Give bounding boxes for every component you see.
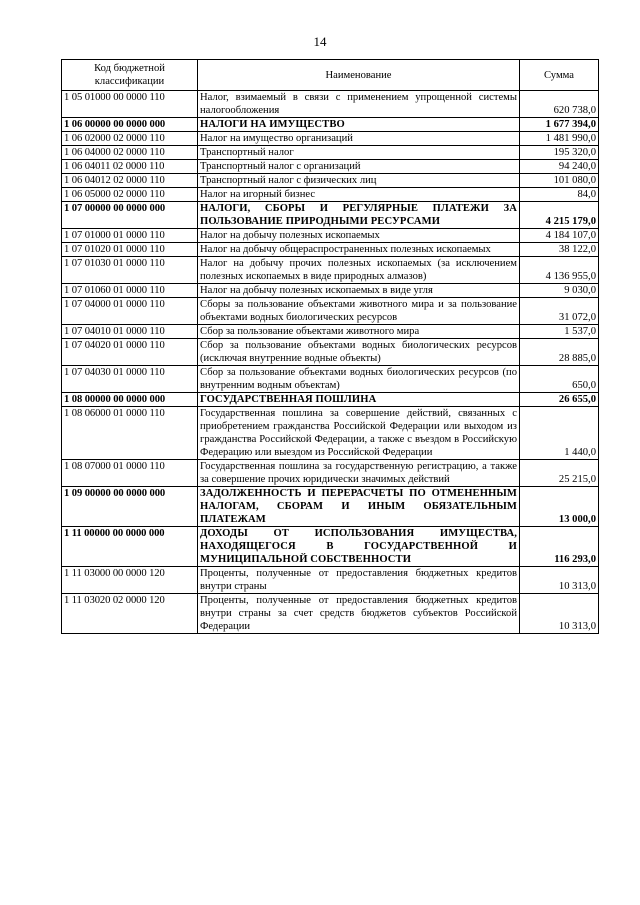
row-sum: 31 072,0 xyxy=(520,298,599,325)
row-sum: 10 313,0 xyxy=(520,567,599,594)
table-row xyxy=(62,339,599,366)
row-name: Транспортный налог с организаций xyxy=(198,160,520,174)
row-code: 1 06 02000 02 0000 110 xyxy=(62,132,198,146)
row-sum: 1 481 990,0 xyxy=(520,132,599,146)
row-name: ЗАДОЛЖЕННОСТЬ И ПЕРЕРАСЧЕТЫ ПО ОТМЕНЕННЫМ НАЛОГАМ, СБОРАМ И ИНЫМ ОБЯЗАТЕЛЬНЫМ ПЛАТЕЖАМ xyxy=(198,487,520,527)
table-row xyxy=(62,366,599,393)
row-sum: 84,0 xyxy=(520,188,599,202)
row-name: Налог на имущество организаций xyxy=(198,132,520,146)
row-name: НАЛОГИ НА ИМУЩЕСТВО xyxy=(198,118,520,132)
row-code: 1 08 06000 01 0000 110 xyxy=(62,407,198,460)
row-sum: 28 885,0 xyxy=(520,339,599,366)
row-name: Государственная пошлина за государственную регистрацию, а также за совершение прочих юридически значимых действий xyxy=(198,460,520,487)
row-sum: 9 030,0 xyxy=(520,284,599,298)
row-sum: 94 240,0 xyxy=(520,160,599,174)
row-sum: 4 215 179,0 xyxy=(520,202,599,229)
table-row xyxy=(62,567,599,594)
row-name: Проценты, полученные от предоставления бюджетных кредитов внутри страны за счет средств бюджетов субъектов Российской Федерации xyxy=(198,594,520,634)
table-row xyxy=(62,257,599,284)
row-sum: 620 738,0 xyxy=(520,91,599,118)
row-code: 1 11 03020 02 0000 120 xyxy=(62,594,198,634)
row-code: 1 06 05000 02 0000 110 xyxy=(62,188,198,202)
row-name: Налог на добычу прочих полезных ископаемых (за исключением полезных ископаемых в виде природных алмазов) xyxy=(198,257,520,284)
row-sum: 1 440,0 xyxy=(520,407,599,460)
table-row xyxy=(62,325,599,339)
table-row xyxy=(62,594,599,634)
table-row xyxy=(62,243,599,257)
table-row xyxy=(62,527,599,567)
row-name: НАЛОГИ, СБОРЫ И РЕГУЛЯРНЫЕ ПЛАТЕЖИ ЗА ПОЛЬЗОВАНИЕ ПРИРОДНЫМИ РЕСУРСАМИ xyxy=(198,202,520,229)
row-code: 1 06 04000 02 0000 110 xyxy=(62,146,198,160)
row-code: 1 07 01020 01 0000 110 xyxy=(62,243,198,257)
row-name: Сбор за пользование объектами животного мира xyxy=(198,325,520,339)
row-code: 1 07 04010 01 0000 110 xyxy=(62,325,198,339)
table-body xyxy=(62,91,599,634)
row-sum: 116 293,0 xyxy=(520,527,599,567)
row-name: Налог на добычу общераспространенных полезных ископаемых xyxy=(198,243,520,257)
row-name: Государственная пошлина за совершение действий, связанных с приобретением гражданства Российской Федерации или выходом из гражданства Российской Федерации, а также с въездом в Российскую Федерацию или выездом из Российской Федерации xyxy=(198,407,520,460)
row-sum: 1 677 394,0 xyxy=(520,118,599,132)
row-code: 1 06 04011 02 0000 110 xyxy=(62,160,198,174)
row-name: Налог, взимаемый в связи с применением упрощенной системы налогообложения xyxy=(198,91,520,118)
table-row xyxy=(62,393,599,407)
header-name: Наименование xyxy=(198,60,520,91)
table-row xyxy=(62,174,599,188)
row-code: 1 07 04000 01 0000 110 xyxy=(62,298,198,325)
table-row xyxy=(62,407,599,460)
table-row xyxy=(62,118,599,132)
row-sum: 4 136 955,0 xyxy=(520,257,599,284)
row-sum: 101 080,0 xyxy=(520,174,599,188)
row-sum: 26 655,0 xyxy=(520,393,599,407)
table-row xyxy=(62,487,599,527)
table-row xyxy=(62,460,599,487)
table-row xyxy=(62,91,599,118)
table-row xyxy=(62,188,599,202)
row-name: ДОХОДЫ ОТ ИСПОЛЬЗОВАНИЯ ИМУЩЕСТВА, НАХОДЯЩЕГОСЯ В ГОСУДАРСТВЕННОЙ И МУНИЦИПАЛЬНОЙ СОБСТВЕННОСТИ xyxy=(198,527,520,567)
row-sum: 1 537,0 xyxy=(520,325,599,339)
row-code: 1 07 01060 01 0000 110 xyxy=(62,284,198,298)
row-code: 1 05 01000 00 0000 110 xyxy=(62,91,198,118)
row-name: Налог на добычу полезных ископаемых xyxy=(198,229,520,243)
row-name: Проценты, полученные от предоставления бюджетных кредитов внутри страны xyxy=(198,567,520,594)
table-row xyxy=(62,160,599,174)
row-sum: 650,0 xyxy=(520,366,599,393)
row-sum: 4 184 107,0 xyxy=(520,229,599,243)
header-sum: Сумма xyxy=(520,60,599,91)
table-row xyxy=(62,202,599,229)
row-sum: 195 320,0 xyxy=(520,146,599,160)
row-code: 1 06 04012 02 0000 110 xyxy=(62,174,198,188)
row-code: 1 11 00000 00 0000 000 xyxy=(62,527,198,567)
row-name: Налог на добычу полезных ископаемых в виде угля xyxy=(198,284,520,298)
row-name: Сбор за пользование объектами водных биологических ресурсов (по внутренним водным объектам) xyxy=(198,366,520,393)
table-row xyxy=(62,146,599,160)
table-row xyxy=(62,229,599,243)
row-name: ГОСУДАРСТВЕННАЯ ПОШЛИНА xyxy=(198,393,520,407)
row-code: 1 07 01000 01 0000 110 xyxy=(62,229,198,243)
row-sum: 25 215,0 xyxy=(520,460,599,487)
row-code: 1 11 03000 00 0000 120 xyxy=(62,567,198,594)
row-sum: 10 313,0 xyxy=(520,594,599,634)
row-code: 1 08 00000 00 0000 000 xyxy=(62,393,198,407)
table-row xyxy=(62,132,599,146)
budget-revenue-table xyxy=(61,59,599,634)
row-code: 1 07 04020 01 0000 110 xyxy=(62,339,198,366)
row-code: 1 07 04030 01 0000 110 xyxy=(62,366,198,393)
row-code: 1 07 00000 00 0000 000 xyxy=(62,202,198,229)
page-number: 14 xyxy=(313,34,327,49)
row-code: 1 07 01030 01 0000 110 xyxy=(62,257,198,284)
row-sum: 38 122,0 xyxy=(520,243,599,257)
table-header-row xyxy=(62,60,599,91)
row-name: Транспортный налог с физических лиц xyxy=(198,174,520,188)
row-name: Налог на игорный бизнес xyxy=(198,188,520,202)
row-code: 1 08 07000 01 0000 110 xyxy=(62,460,198,487)
table-row xyxy=(62,284,599,298)
row-name: Сбор за пользование объектами водных биологических ресурсов (исключая внутренние водные объекты) xyxy=(198,339,520,366)
table-row xyxy=(62,298,599,325)
row-name: Транспортный налог xyxy=(198,146,520,160)
row-sum: 13 000,0 xyxy=(520,487,599,527)
header-code: Код бюджетной классификации xyxy=(62,60,198,91)
row-code: 1 06 00000 00 0000 000 xyxy=(62,118,198,132)
row-name: Сборы за пользование объектами животного мира и за пользование объектами водных биологических ресурсов xyxy=(198,298,520,325)
row-code: 1 09 00000 00 0000 000 xyxy=(62,487,198,527)
